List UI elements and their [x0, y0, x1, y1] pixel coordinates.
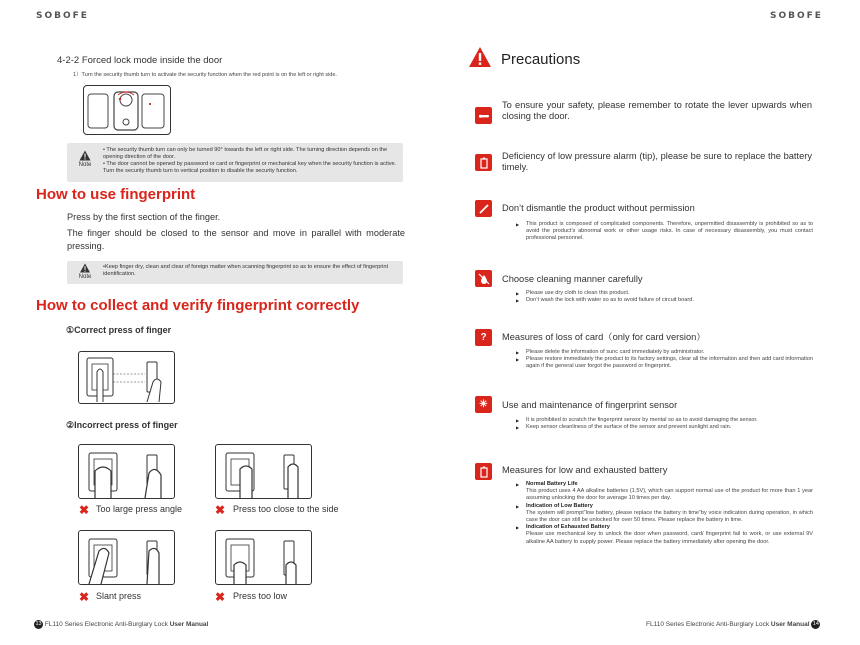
section-card-loss-bullets	[516, 349, 813, 371]
section-sensor-title: Use and maintenance of fingerprint sensor	[502, 400, 678, 410]
caption-too-low: Press too low	[233, 591, 288, 601]
brand-logo: SOBOFE	[770, 11, 823, 21]
section-card-loss-title: Measures of loss of card（only for card version）	[502, 332, 706, 342]
forced-lock-subheading: 4-2-2 Forced lock mode inside the door	[57, 55, 223, 66]
caption-too-close-side: Press too close to the side	[233, 504, 339, 514]
warning-icon	[79, 150, 91, 161]
correct-press-illustration	[78, 351, 175, 404]
incorrect-press-label: ②Incorrect press of finger	[66, 420, 178, 430]
list-item: ▶ It is prohibited to scratch the fingerprint sensor by mental so as to avoid damaging the sensor.	[516, 417, 813, 424]
note-finger-text: •Keep finger dry, clean and clear of foreign matter when scanning fingerprint so as to ensure the effect of fingerprint identification.	[103, 264, 389, 277]
list-item: ▶ Indication of Exhausted Battery Please use mechanical key to unlock the door when password, card/ fingerprint fail to work, or use external 9V alkaline AA battery to supply power. Please replace the battery immediately after opening the door.	[516, 524, 813, 546]
right-footer: FL110 Series Electronic Anti-Burglary Lock User Manual 14	[646, 621, 819, 629]
list-item: ▶ Please use dry cloth to clean this product.	[516, 290, 813, 297]
battery-icon	[475, 463, 492, 480]
section-sensor-bullets	[516, 417, 813, 431]
precautions-title: Precautions	[501, 51, 581, 68]
list-item: ▶ Don’t wash the lock with water so as to avoid failure of circuit board.	[516, 297, 813, 304]
warning-icon	[79, 263, 91, 273]
section-low-battery-bullets	[516, 481, 813, 546]
incorrect-large-angle-illustration	[78, 444, 175, 499]
note-box-finger	[67, 261, 403, 284]
how-to-use-p2: The finger should be closed to the sensor and move in parallel with moderate pressing.	[67, 228, 405, 251]
section-dismantle-bullets	[516, 221, 813, 243]
error-x-icon: ✖	[215, 590, 226, 604]
section-cleaning-bullets	[516, 290, 813, 304]
section-low-battery-title: Measures for low and exhausted battery	[502, 465, 668, 475]
warning-icon	[468, 46, 492, 68]
lever-icon	[475, 107, 492, 124]
section-battery-alarm-title: Deficiency of low pressure alarm (tip), please be sure to replace the battery timely.	[502, 151, 812, 172]
caption-too-large-angle: Too large press angle	[96, 504, 183, 514]
step-1-text: 1）Turn the security thumb turn to activate the security function when the red point is on the left or right side.	[73, 72, 337, 78]
list-item: ▶ This product is composed of complicated components. Therefore, unpermitted disassembly is prohibited so as to avoid the product’s abnormal work or other usage risks. In case of necessary disassembly, you must contact professional personnel.	[516, 221, 813, 243]
list-item: ▶ Normal Battery Life This product uses 4 AA alkaline batteries (1.5V), which can support normal use of the product for more than 1 year assuming unlocking the door for average 10 times per day.	[516, 481, 813, 503]
no-water-icon	[475, 270, 492, 287]
list-item: ▶ Please restore immediately the product to its factory settings, clear all the information and then add card information again if the general user forgot the password or fingerprint.	[516, 356, 813, 370]
brand-logo: SOBOFE	[36, 11, 89, 21]
error-x-icon: ✖	[79, 590, 90, 604]
note-line-1: • The security thumb turn can only be turned 90° towards the left or right side. The turning direction depends on the opening direction of the door.	[103, 147, 388, 160]
incorrect-close-side-illustration	[215, 444, 312, 499]
thumb-turn-illustration	[83, 85, 171, 135]
note-badge: Note	[73, 263, 97, 280]
screwdriver-icon	[475, 200, 492, 217]
section-lever-title: To ensure your safety, please remember to rotate the lever upwards when closing the door.	[502, 100, 812, 121]
how-to-use-p1: Press by the first section of the finger.	[67, 212, 221, 222]
error-x-icon: ✖	[215, 503, 226, 517]
page-number: 13	[35, 621, 42, 627]
note-line-2: • The door cannot be opened by password or card or fingerprint or mechanical key when the security function is active. Turn the security thumb turn to vertical position to disable the security function.	[103, 161, 397, 174]
list-item: ▶ Please delete the information of sunc card immediately by administrator.	[516, 349, 813, 356]
note-badge: Note	[73, 150, 97, 168]
error-x-icon: ✖	[79, 503, 90, 517]
left-footer: 13 FL110 Series Electronic Anti-Burglary Lock User Manual	[35, 621, 209, 629]
incorrect-slant-illustration	[78, 530, 175, 585]
question-icon: ?	[475, 329, 492, 346]
list-item: ▶ Indication of Low Battery The system will prompt“low battery, please replace the battery in time”by voice indication during operation, in which case the door can still be unlocked for over 50 times. Please replace the battery in time.	[516, 503, 813, 525]
correct-press-label: ①Correct press of finger	[66, 325, 172, 335]
section-cleaning-title: Choose cleaning manner carefully	[502, 274, 643, 284]
collect-heading: How to collect and verify fingerprint correctly	[36, 297, 360, 314]
right-page	[430, 0, 860, 645]
page-number: 14	[812, 621, 819, 627]
note-box-security	[67, 143, 403, 182]
caption-slant-press: Slant press	[96, 591, 142, 601]
sparkle-icon: ✳	[475, 396, 492, 413]
battery-icon	[475, 154, 492, 171]
incorrect-too-low-illustration	[215, 530, 312, 585]
list-item: ▶ Keep sensor cleanliness of the surface of the sensor and prevent sunlight and rain.	[516, 424, 813, 431]
how-to-use-heading: How to use fingerprint	[36, 186, 196, 203]
section-dismantle-title: Don’t dismantle the product without permission	[502, 203, 695, 213]
